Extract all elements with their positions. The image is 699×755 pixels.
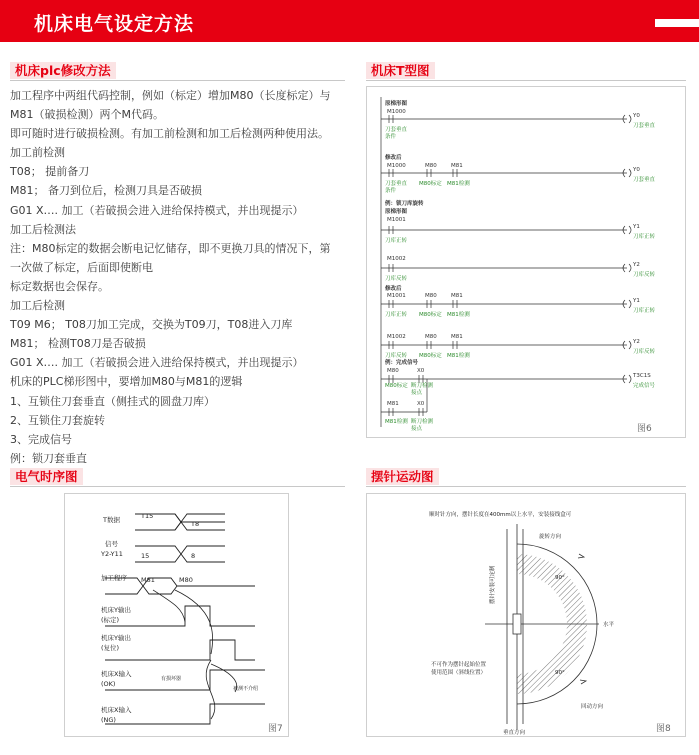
label-reset: (复位) xyxy=(101,644,120,652)
text-line: M81（破损检测）两个M代码。 xyxy=(10,108,164,122)
label-sleeve-vertical: 刀套垂直 xyxy=(633,123,656,129)
section-divider xyxy=(10,486,345,487)
label-y-out: 机床Y输出 xyxy=(101,606,131,614)
label-n8: 8 xyxy=(191,552,196,560)
text-line: 机床的PLC梯形图中，要增加M80与M81的逻辑 xyxy=(10,375,243,389)
label-m81: M81 xyxy=(387,401,399,407)
label-x0: X0 xyxy=(417,401,425,407)
label-return-dir: 回动方向 xyxy=(581,704,604,710)
instruction-text xyxy=(10,86,345,468)
label-break-contact: 断刀检测 xyxy=(411,419,434,425)
timing-diagram-figure xyxy=(64,493,289,737)
label-t-data: T数据 xyxy=(103,516,120,524)
label-m81: M81 xyxy=(451,163,463,169)
text-line: 即可随时进行破损检测。有加工前检测和加工后检测两种使用法。 xyxy=(10,127,329,141)
label-m81: M81 xyxy=(451,334,463,340)
text-line: 加工前检测 xyxy=(10,146,65,160)
page-header xyxy=(0,0,699,42)
label-y-range: Y2-Y11 xyxy=(101,550,123,558)
timing-diagram xyxy=(65,494,290,738)
text-line: 1、互锁住刀套垂直（侧挂式的圆盘刀库） xyxy=(10,394,215,408)
label-break-point: 接点 xyxy=(411,390,423,396)
section-divider xyxy=(366,486,686,487)
section-title-ladder: 机床T型图 xyxy=(366,62,435,79)
label-sleeve-vertical: 刀套垂直 xyxy=(633,177,656,183)
text-line: T08； 提前备刀 xyxy=(10,165,90,179)
label-ng: (NG) xyxy=(101,716,116,724)
label-calib: (标定) xyxy=(101,616,120,624)
label-horizontal: 水平 xyxy=(603,622,615,628)
label-mag-reverse: 刀库反转 xyxy=(633,272,656,278)
text-line: 3、完成信号 xyxy=(10,432,72,446)
section-divider xyxy=(366,80,686,81)
label-tsc: T3C1S xyxy=(633,373,651,379)
label-m80: M80 xyxy=(425,163,437,169)
label-y0: Y0 xyxy=(633,167,640,173)
label-m80: M80 xyxy=(425,293,437,299)
label-m80: M80 xyxy=(425,334,437,340)
ladder-diagram xyxy=(367,87,687,439)
label-m80-calib: M80标定 xyxy=(385,383,408,389)
label-deg-top: 90° xyxy=(555,575,565,581)
label-example-rotate: 例：锁刀库旋转 xyxy=(385,201,424,207)
header-decoration-bar xyxy=(655,19,699,27)
label-swing-note: 顺时针方向，摆针长度在400mm以上水平，安装接线盒可 xyxy=(429,512,572,518)
label-m80-calib: M80标定 xyxy=(419,312,442,318)
text-line: 加工后检测法 xyxy=(10,222,76,236)
label-example-done: 例：完成信号 xyxy=(385,360,419,366)
page-title: 机床电气设定方法 xyxy=(34,13,195,35)
label-note-not-used: 被测不介绍 xyxy=(233,686,259,692)
label-mag-reverse: 刀库反转 xyxy=(385,276,408,282)
label-ok: (OK) xyxy=(101,680,116,688)
label-m1000: M1000 xyxy=(387,163,406,169)
text-line: M81； 检测T08刀是否破损 xyxy=(10,337,146,351)
text-line: 一次做了标定，后面即使断电 xyxy=(10,260,153,274)
label-sleeve-vertical: 刀套垂直 xyxy=(385,181,408,187)
label-y0: Y0 xyxy=(633,113,640,119)
text-line: 例：锁刀套垂直 xyxy=(10,451,87,465)
label-mag-reverse: 刀库反转 xyxy=(633,349,656,355)
label-y2: Y2 xyxy=(633,339,640,345)
section-divider xyxy=(10,80,345,81)
swing-motion-diagram xyxy=(367,494,687,738)
label-note-normal: 有损坏器 xyxy=(161,676,182,682)
label-sleeve-vertical: 刀套垂直 xyxy=(385,127,408,133)
label-modified: 修改后 xyxy=(385,286,402,292)
label-m81-check: M81检测 xyxy=(447,181,470,187)
label-modified: 修改后 xyxy=(385,155,402,161)
label-not-usable: 不可作为摆针起始位置 xyxy=(431,662,487,668)
text-line: 加工后检测 xyxy=(10,299,65,313)
label-m81: M81 xyxy=(141,576,155,584)
label-m80: M80 xyxy=(387,368,399,374)
label-t8: T8 xyxy=(191,520,200,528)
label-m80-calib: M80标定 xyxy=(419,181,442,187)
text-line: M81； 备刀到位后，检测刀具是否破损 xyxy=(10,184,202,198)
label-deg-bottom: 90° xyxy=(555,670,565,676)
ladder-diagram-figure xyxy=(366,86,686,438)
label-m81: M81 xyxy=(451,293,463,299)
label-mount: 摆针安装可定制 xyxy=(490,565,496,604)
label-m81-check: M81检测 xyxy=(447,312,470,318)
label-n15: 15 xyxy=(141,552,150,560)
label-x-in: 机床X输入 xyxy=(101,670,132,678)
label-m81-check: M81检测 xyxy=(385,419,408,425)
label-m1001: M1001 xyxy=(387,217,406,223)
label-y1: Y1 xyxy=(633,224,640,230)
label-m1001: M1001 xyxy=(387,293,406,299)
label-m1002: M1002 xyxy=(387,256,406,262)
label-y-out: 机床Y输出 xyxy=(101,634,131,642)
label-m1002: M1002 xyxy=(387,334,406,340)
label-y2: Y2 xyxy=(633,262,640,268)
label-break-point: 接点 xyxy=(411,426,423,432)
label-rotate-dir: 旋转方向 xyxy=(539,534,562,540)
label-x-in: 机床X输入 xyxy=(101,706,132,714)
figure-caption: 图7 xyxy=(268,724,283,734)
label-mag-forward: 刀库正转 xyxy=(633,308,656,314)
label-program: 加工程序 xyxy=(101,574,127,582)
section-title-swing: 摆针运动图 xyxy=(366,468,439,485)
label-original-ladder: 原梯形图 xyxy=(385,101,408,107)
swing-motion-figure xyxy=(366,493,686,737)
label-usable-range: 使用范围（斜线位置） xyxy=(431,670,487,676)
label-m81-check: M81检测 xyxy=(447,353,470,359)
label-mag-forward: 刀库正转 xyxy=(385,312,408,318)
label-mag-forward: 刀库正转 xyxy=(633,234,656,240)
text-line: 注：M80标定的数据会断电记忆储存，即不更换刀具的情况下，第 xyxy=(10,241,331,255)
label-done-signal: 完成信号 xyxy=(633,383,656,389)
label-x0: X0 xyxy=(417,368,425,374)
section-title-timing: 电气时序图 xyxy=(10,468,83,485)
label-t15: T15 xyxy=(141,512,154,520)
section-title-plc-method: 机床plc修改方法 xyxy=(10,62,116,79)
label-mag-forward: 刀库正转 xyxy=(385,238,408,244)
label-vertical-dir: 垂直方向 xyxy=(503,730,526,736)
label-condition: 条件 xyxy=(385,188,397,194)
figure-caption: 图6 xyxy=(637,424,652,434)
text-line: 标定数据也会保存。 xyxy=(10,279,109,293)
label-break-contact: 断刀检测 xyxy=(411,383,434,389)
text-line: G01 X…. 加工（若破损会进入进给保持模式，并出现提示） xyxy=(10,203,304,217)
label-y1: Y1 xyxy=(633,298,640,304)
text-line: 2、互锁住刀套旋转 xyxy=(10,413,105,427)
label-condition: 条件 xyxy=(385,134,397,140)
text-line: 加工程序中两组代码控制，例如（标定）增加M80（长度标定）与 xyxy=(10,89,331,102)
label-signal: 信号 xyxy=(105,540,118,548)
text-line: G01 X…. 加工（若破损会进入进给保持模式，并出现提示） xyxy=(10,356,304,370)
label-m80-calib: M80标定 xyxy=(419,353,442,359)
figure-caption: 图8 xyxy=(656,724,671,734)
label-mag-reverse: 刀库反转 xyxy=(385,353,408,359)
label-original-ladder: 原梯形图 xyxy=(385,209,408,215)
label-m1000: M1000 xyxy=(387,109,406,115)
label-m80: M80 xyxy=(179,576,193,584)
text-line: T09 M6； T08刀加工完成，交换为T09刀，T08进入刀库 xyxy=(10,318,293,332)
